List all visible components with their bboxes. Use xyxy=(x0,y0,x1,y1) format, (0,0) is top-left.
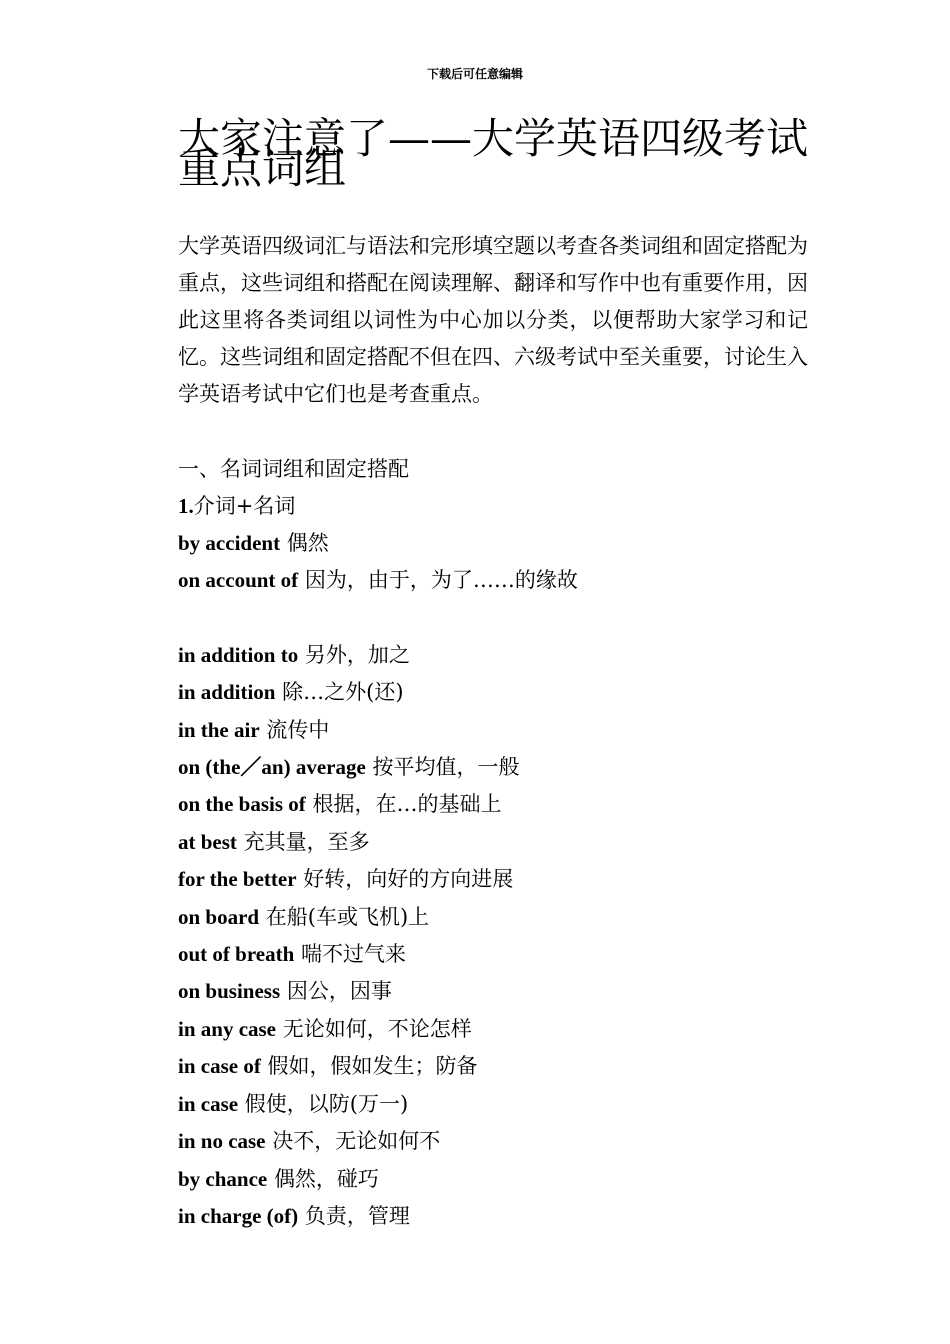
phrase-english: for the better xyxy=(178,867,297,892)
phrase-english: in the air xyxy=(178,717,260,742)
subsection-number: 1. xyxy=(178,494,194,518)
phrase-entry xyxy=(178,824,808,861)
phrase-entry xyxy=(178,637,808,674)
phrase-english: by chance xyxy=(178,1166,268,1191)
phrase-english: out of breath xyxy=(178,942,295,967)
phrase-entry xyxy=(178,1086,808,1123)
phrase-english: on account of xyxy=(178,568,299,593)
phrase-chinese: 充其量，至多 xyxy=(243,829,370,854)
header-note: 下载后可任意编辑 xyxy=(426,67,523,81)
phrase-english: at best xyxy=(178,829,237,854)
phrase-chinese: 好转，向好的方向进展 xyxy=(303,867,514,892)
phrase-entry xyxy=(178,786,808,823)
phrase-english: in addition xyxy=(178,680,276,705)
phrase-chinese: 假如，假如发生；防备 xyxy=(267,1054,478,1079)
phrase-entry xyxy=(178,899,808,936)
phrase-english: on the basis of xyxy=(178,792,306,817)
phrase-entry xyxy=(178,861,808,898)
phrase-chinese: 偶然 xyxy=(286,531,329,555)
phrase-chinese: 无论如何，不论怎样 xyxy=(282,1016,472,1041)
phrase-entry xyxy=(178,1161,808,1198)
phrase-english: on business xyxy=(178,979,281,1004)
phrase-english: in case of xyxy=(178,1054,261,1079)
subsection-heading xyxy=(178,488,808,525)
phrase-chinese: 除…之外(还) xyxy=(282,680,404,705)
phrase-entry xyxy=(178,1048,808,1085)
phrase-english: in any case xyxy=(178,1016,277,1041)
phrase-chinese: 在船(车或飞机)上 xyxy=(265,904,430,929)
intro-paragraph: 大学英语四级词汇与语法和完形填空题以考查各类词组和固定搭配为重点，这些词组和搭配在阅读理解、翻译和写作中也有重要作用，因此这里将各类词组以词性为中心加以分类，以便帮助大家学习和记忆。这些词组和固定搭配不但在四、六级考试中至关重要，讨论生入学英语考试中它们也是考查重点。 xyxy=(178,234,808,406)
phrase-chinese: 根据，在…的基础上 xyxy=(312,792,502,817)
phrase-chinese: 假使，以防(万一) xyxy=(244,1091,409,1116)
phrase-list-1 xyxy=(178,525,808,600)
phrase-english: on board xyxy=(178,904,260,929)
phrase-entry xyxy=(178,749,808,786)
blank-line xyxy=(178,600,808,637)
phrase-entry xyxy=(178,973,808,1010)
phrase-list-2 xyxy=(178,637,808,1236)
phrase-entry xyxy=(178,1123,808,1160)
subsection-label: 介词+名词 xyxy=(193,494,296,518)
section-heading: 一、名词词组和固定搭配 xyxy=(178,457,409,481)
phrase-chinese: 按平均值，一般 xyxy=(372,755,520,780)
phrase-english: in case xyxy=(178,1091,239,1116)
phrase-chinese: 喘不过气来 xyxy=(300,942,406,967)
phrase-entry xyxy=(178,712,808,749)
document-body xyxy=(178,114,809,1235)
phrase-entry xyxy=(178,562,808,599)
phrase-entry xyxy=(178,936,808,973)
phrase-chinese: 因公，因事 xyxy=(286,979,392,1004)
phrase-chinese: 偶然，碰巧 xyxy=(273,1166,379,1191)
phrase-chinese: 因为，由于，为了……的缘故 xyxy=(304,568,578,593)
phrase-english: on (the／an) average xyxy=(178,755,366,780)
phrase-chinese: 流传中 xyxy=(266,717,330,742)
phrase-english: in charge (of) xyxy=(178,1203,299,1228)
phrase-chinese: 决不，无论如何不 xyxy=(272,1129,441,1154)
phrase-english: in addition to xyxy=(178,642,299,667)
phrase-entry xyxy=(178,1198,808,1235)
phrase-entry xyxy=(178,525,808,562)
document-title: 大家注意了——大学英语四级考试重点词组 xyxy=(178,114,809,193)
phrase-chinese: 另外，加之 xyxy=(304,642,410,667)
phrase-english: by accident xyxy=(178,531,281,555)
phrase-entry xyxy=(178,1011,808,1048)
phrase-entry xyxy=(178,674,808,711)
phrase-chinese: 负责，管理 xyxy=(304,1203,410,1228)
phrase-english: in no case xyxy=(178,1129,266,1154)
